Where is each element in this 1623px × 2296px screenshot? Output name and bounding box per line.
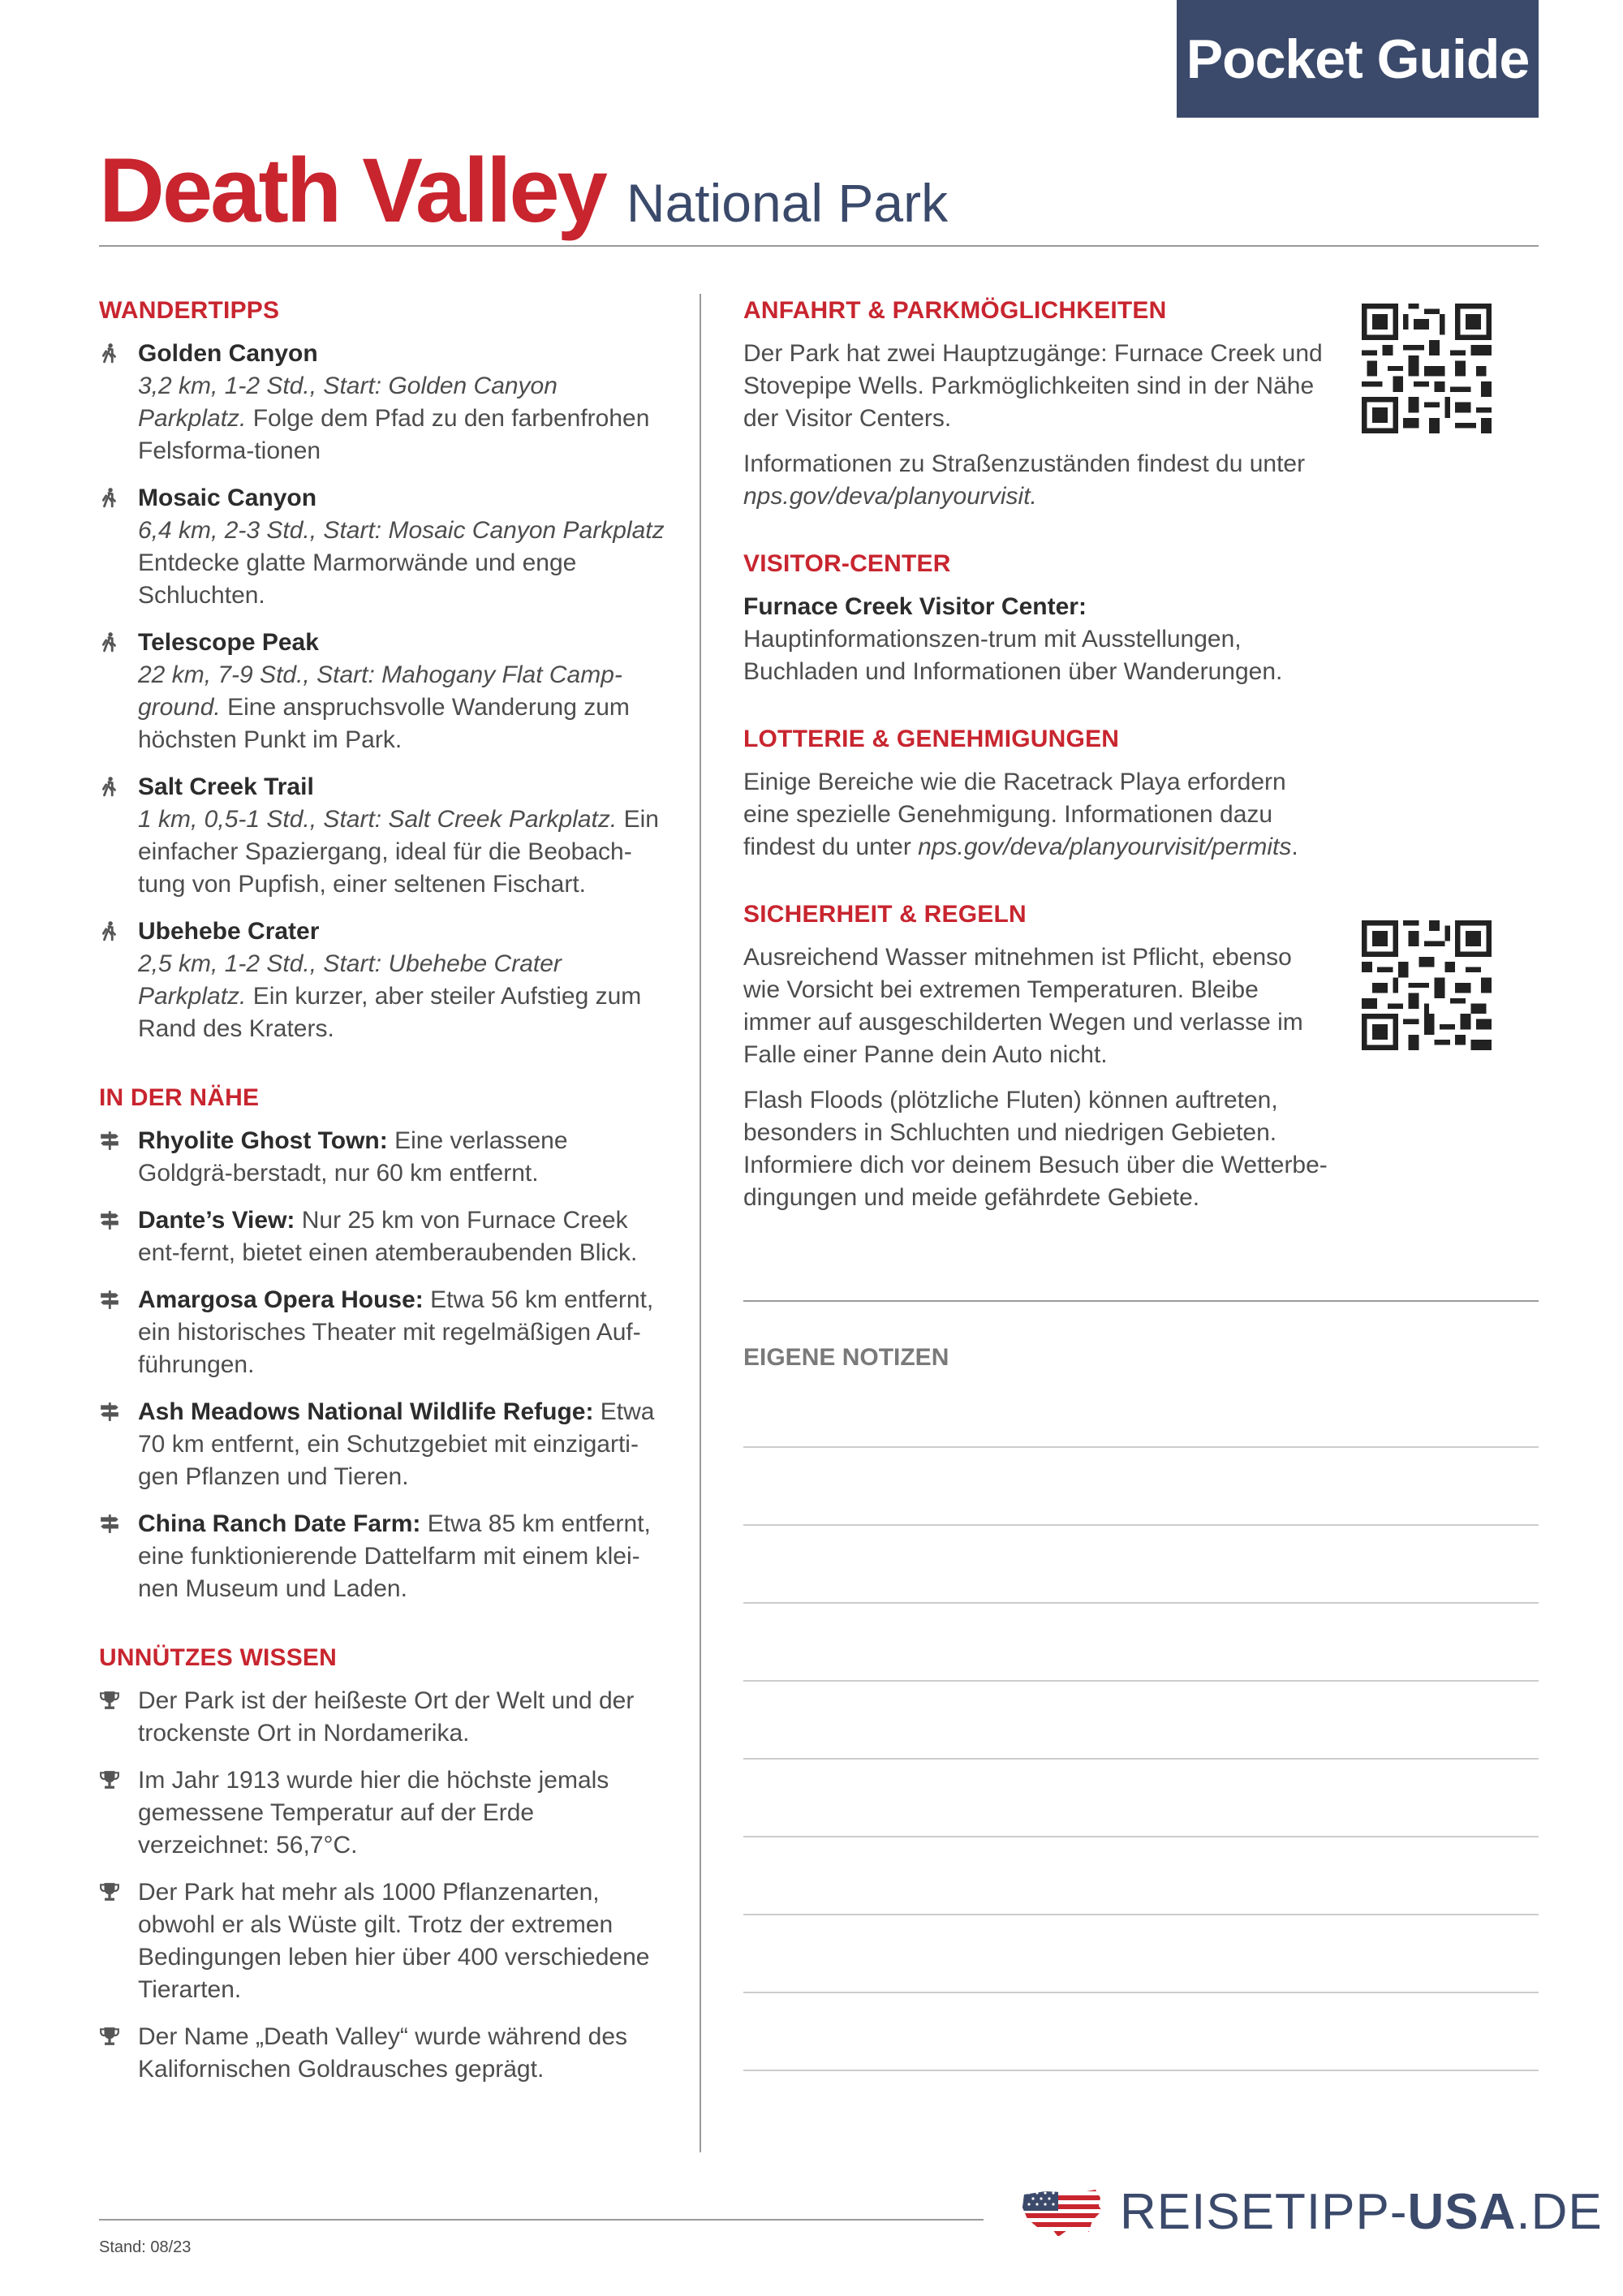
hike-desc: Eine anspruchsvolle Wanderung zum höchsten Punkt im Park. xyxy=(138,694,630,753)
notes-divider xyxy=(743,1300,1539,1302)
section-heading-sicherheit: SICHERHEIT & REGELN xyxy=(743,901,1027,928)
list-item xyxy=(99,482,667,612)
list-item xyxy=(99,915,667,1045)
hiker-icon xyxy=(99,915,138,1045)
section-heading-visitor-center: VISITOR-CENTER xyxy=(743,550,951,577)
signpost-icon xyxy=(99,1396,138,1493)
list-item xyxy=(99,1508,667,1605)
place-desc: Nur 25 km von Furnace Creek ent-fernt, bietet einen atemberaubenden Blick. xyxy=(138,1207,638,1266)
hike-name: Telescope Peak xyxy=(138,629,319,656)
list-item xyxy=(99,1204,667,1269)
list-item xyxy=(99,1396,667,1493)
trophy-icon xyxy=(99,2021,138,2086)
qr-code-icon[interactable] xyxy=(1362,304,1492,433)
place-desc: Etwa 70 km entfernt, ein Schutzgebiet mit einzigarti-gen Pflanzen und Tieren. xyxy=(138,1398,655,1490)
section-heading-lotterie: LOTTERIE & GENEHMIGUNGEN xyxy=(743,726,1120,752)
place-name: China Ranch Date Farm: xyxy=(138,1510,421,1537)
list-item xyxy=(99,771,667,901)
hike-name: Salt Creek Trail xyxy=(138,773,314,800)
hike-name: Ubehebe Crater xyxy=(138,918,320,945)
hike-meta: 3,2 km, 1-2 Std., Start: Golden Canyon Parkplatz. xyxy=(138,373,558,432)
brand-logo[interactable] xyxy=(1021,2183,1603,2241)
section-heading-in-der-naehe: IN DER NÄHE xyxy=(99,1084,260,1111)
fact-text: Im Jahr 1913 wurde hier die höchste jemals gemessene Temperatur auf der Erde verzeichnet: 56,7°C. xyxy=(138,1767,609,1859)
hiker-icon xyxy=(99,482,138,612)
section-heading-unnuetzes-wissen: UNNÜTZES WISSEN xyxy=(99,1644,338,1671)
permits-link[interactable]: nps.gov/deva/planyourvisit/permits xyxy=(918,834,1292,860)
sicherheit-text-2: Flash Floods (plötzliche Fluten) können auftreten, besonders in Schluchten und niedrigen Gebieten. Informiere dich vor deinem Besuch über die Wetterbe-dingungen und meide gefährdete Gebiete. xyxy=(743,1087,1328,1211)
version-date: Stand: 08/23 xyxy=(99,2238,192,2256)
list-item xyxy=(99,627,667,756)
fact-text: Der Name „Death Valley“ wurde während des Kalifornischen Goldrausches geprägt. xyxy=(138,2023,628,2083)
footer-divider xyxy=(99,2219,984,2221)
nps-link[interactable]: nps.gov/deva/planyourvisit. xyxy=(743,483,1037,510)
page-title xyxy=(99,138,948,243)
place-name: Rhyolite Ghost Town: xyxy=(138,1127,388,1154)
trophy-icon xyxy=(99,1764,138,1862)
list-item xyxy=(99,1125,667,1190)
sicherheit-text-1: Ausreichend Wasser mitnehmen ist Pflicht, ebenso wie Vorsicht bei extremen Temperaturen. Bleibe immer auf ausgeschilderten Wegen und verlasse im Falle einer Panne dein Auto nicht. xyxy=(743,944,1303,1068)
brand-name: REISETIPP-USA.DE xyxy=(1120,2184,1603,2240)
lotterie-text: Einige Bereiche wie die Racetrack Playa erfordern eine spezielle Genehmigung. Informationen dazu findest du unter nps.gov/deva/planyourvisit/permits. xyxy=(743,769,1298,860)
list-item xyxy=(99,1284,667,1381)
note-line[interactable] xyxy=(743,1992,1539,1993)
hiker-icon xyxy=(99,771,138,901)
fact-text: Der Park ist der heißeste Ort der Welt und der trockenste Ort in Nordamerika. xyxy=(138,1687,635,1747)
anfahrt-text: Der Park hat zwei Hauptzugänge: Furnace Creek und Stovepipe Wells. Parkmöglichkeiten sind in der Nähe der Visitor Centers. xyxy=(743,340,1323,432)
park-type: National Park xyxy=(626,173,949,233)
note-line[interactable] xyxy=(743,1758,1539,1760)
notes-heading: EIGENE NOTIZEN xyxy=(743,1344,949,1371)
hike-desc: Ein kurzer, aber steiler Aufstieg zum Rand des Kraters. xyxy=(138,983,642,1042)
note-line[interactable] xyxy=(743,1602,1539,1604)
list-item xyxy=(99,1764,667,1862)
note-line[interactable] xyxy=(743,1680,1539,1682)
note-line[interactable] xyxy=(743,1836,1539,1837)
trophy-icon xyxy=(99,1685,138,1750)
column-divider xyxy=(700,294,701,2152)
visitor-text: Furnace Creek Visitor Center: Hauptinformationszen-trum mit Ausstellungen, Buchladen und Informationen über Wanderungen. xyxy=(743,593,1283,685)
anfahrt-info: Informationen zu Straßenzuständen findest du unter nps.gov/deva/planyourvisit. xyxy=(743,450,1306,510)
hike-meta: 1 km, 0,5-1 Std., Start: Salt Creek Parkplatz. xyxy=(138,806,618,833)
section-heading-wandertipps: WANDERTIPPS xyxy=(99,297,280,324)
title-divider xyxy=(99,245,1539,247)
hike-meta: 2,5 km, 1-2 Std., Start: Ubehebe Crater Parkplatz. xyxy=(138,950,562,1010)
signpost-icon xyxy=(99,1125,138,1190)
hiker-icon xyxy=(99,338,138,467)
hike-desc: Entdecke glatte Marmorwände und enge Schluchten. xyxy=(138,549,577,609)
hike-name: Golden Canyon xyxy=(138,340,318,367)
fact-text: Der Park hat mehr als 1000 Pflanzenarten, obwohl er als Wüste gilt. Trotz der extremen Bedingungen leben hier über 400 verschiedene Tierarten. xyxy=(138,1879,650,2003)
trophy-icon xyxy=(99,1876,138,2006)
list-item xyxy=(99,338,667,467)
place-name: Dante’s View: xyxy=(138,1207,295,1234)
hike-name: Mosaic Canyon xyxy=(138,485,317,511)
park-name: Death Valley xyxy=(99,140,605,241)
place-desc: Etwa 85 km entfernt, eine funktionierende Dattelfarm mit einem klei-nen Museum und Laden. xyxy=(138,1510,651,1602)
right-column xyxy=(743,297,1328,1227)
place-name: Ash Meadows National Wildlife Refuge: xyxy=(138,1398,594,1425)
signpost-icon xyxy=(99,1508,138,1605)
place-name: Amargosa Opera House: xyxy=(138,1286,424,1313)
hiker-icon xyxy=(99,627,138,756)
qr-code-icon[interactable] xyxy=(1362,920,1492,1050)
list-item xyxy=(99,2021,667,2086)
hike-meta: 22 km, 7-9 Std., Start: Mahogany Flat Camp-ground. xyxy=(138,661,622,721)
usa-flag-map-icon xyxy=(1021,2186,1105,2238)
left-column xyxy=(99,297,667,2100)
signpost-icon xyxy=(99,1204,138,1269)
hike-meta: 6,4 km, 2-3 Std., Start: Mosaic Canyon Parkplatz xyxy=(138,517,665,544)
signpost-icon xyxy=(99,1284,138,1381)
list-item xyxy=(99,1876,667,2006)
section-heading-anfahrt: ANFAHRT & PARKMÖGLICHKEITEN xyxy=(743,297,1167,324)
note-line[interactable] xyxy=(743,1524,1539,1526)
hike-desc: Ein einfacher Spaziergang, ideal für die Beobach-tung von Pupfish, einer seltenen Fischart. xyxy=(138,806,659,898)
note-line[interactable] xyxy=(743,1914,1539,1915)
pocket-guide-badge: Pocket Guide xyxy=(1177,0,1539,118)
list-item xyxy=(99,1685,667,1750)
hike-desc: Folge dem Pfad zu den farbenfrohen Felsforma-tionen xyxy=(138,405,650,464)
note-line[interactable] xyxy=(743,2070,1539,2071)
note-line[interactable] xyxy=(743,1446,1539,1448)
place-desc: Eine verlassene Goldgrä-berstadt, nur 60 km entfernt. xyxy=(138,1127,568,1187)
place-desc: Etwa 56 km entfernt, ein historisches Theater mit regelmäßigen Auf-führungen. xyxy=(138,1286,654,1378)
